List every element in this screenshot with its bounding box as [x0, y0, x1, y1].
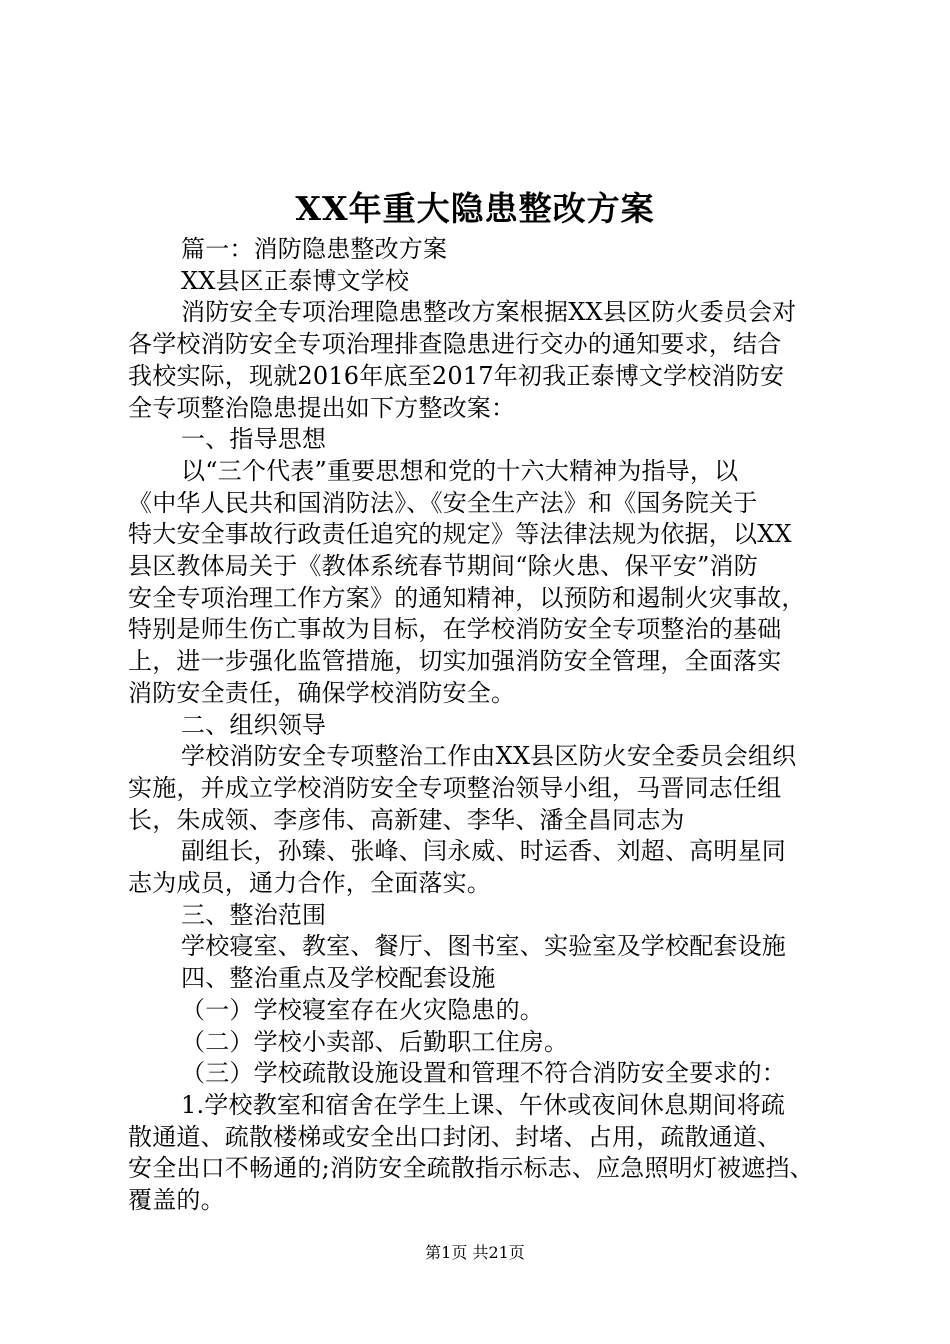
paragraph-line: 各学校消防安全专项治理排查隐患进行交办的通知要求，结合: [128, 330, 782, 359]
paragraph-line: XX县区正泰博文学校: [181, 266, 410, 295]
list-item: 1.学校教室和宿舍在学生上课、午休或夜间休息期间将疏: [181, 1090, 786, 1119]
page-footer: 第1页 共21页: [425, 1243, 525, 1262]
document-body: [128, 234, 838, 1217]
paragraph-line: 特别是师生伤亡事故为目标，在学校消防安全专项整治的基础: [128, 615, 782, 644]
paragraph-line: 消防安全专项治理隐患整改方案根据XX县区防火委员会对: [181, 298, 797, 327]
section-heading: 一、指导思想: [181, 425, 327, 454]
document-title: XX年重大隐患整改方案: [295, 189, 655, 228]
paragraph-line: 散通道、疏散楼梯或安全出口封闭、封堵、占用，疏散通道、: [128, 1122, 782, 1151]
paragraph-line: 篇一：消防隐患整改方案: [181, 235, 448, 263]
paragraph-line: 县区教体局关于《教体系统春节期间“除火患、保平安”消防: [128, 552, 758, 581]
list-item: （二）学校小卖部、后勤职工住房。: [181, 1027, 569, 1056]
section-heading: 二、组织领导: [181, 710, 327, 739]
paragraph-line: 长，朱成领、李彦伟、高新建、李华、潘全昌同志为: [128, 805, 685, 834]
section-heading: 三、整治范围: [181, 900, 327, 929]
paragraph-line: 志为成员，通力合作，全面落实。: [128, 869, 491, 898]
paragraph-line: 特大安全事故行政责任追究的规定》等法律法规为依据，以XX: [128, 520, 792, 549]
paragraph-line: 全专项整治隐患提出如下方整改案：: [128, 393, 516, 422]
paragraph-line: 我校实际，现就2016年底至2017年初我正泰博文学校消防安: [128, 361, 785, 390]
paragraph-line: 安全专项治理工作方案》的通知精神，以预防和遏制火灾事故，: [128, 583, 806, 612]
section-heading: 四、整治重点及学校配套设施: [181, 964, 496, 993]
paragraph-line: 消防安全责任，确保学校消防安全。: [128, 678, 516, 707]
paragraph-line: 学校寝室、教室、餐厅、图书室、实验室及学校配套设施: [181, 932, 786, 961]
paragraph-line: 学校消防安全专项整治工作由XX县区防火安全委员会组织: [181, 742, 797, 771]
paragraph-line: 实施，并成立学校消防安全专项整治领导小组，马晋同志任组: [128, 773, 782, 802]
paragraph-line: 以“三个代表”重要思想和党的十六大精神为指导，以: [181, 456, 739, 485]
paragraph-line: 《中华人民共和国消防法》、《安全生产法》和《国务院关于: [128, 488, 758, 517]
paragraph-line: 上，进一步强化监管措施，切实加强消防安全管理，全面落实: [128, 647, 782, 676]
list-item: （三）学校疏散设施设置和管理不符合消防安全要求的：: [181, 1059, 786, 1088]
paragraph-line: 覆盖的。: [128, 1186, 225, 1215]
paragraph-line: 安全出口不畅通的;消防安全疏散指示标志、应急照明灯被遮挡、: [128, 1154, 814, 1183]
list-item: （一）学校寝室存在火灾隐患的。: [181, 995, 544, 1024]
paragraph-line: 副组长，孙臻、张峰、闫永威、时运香、刘超、高明星同: [181, 837, 786, 866]
